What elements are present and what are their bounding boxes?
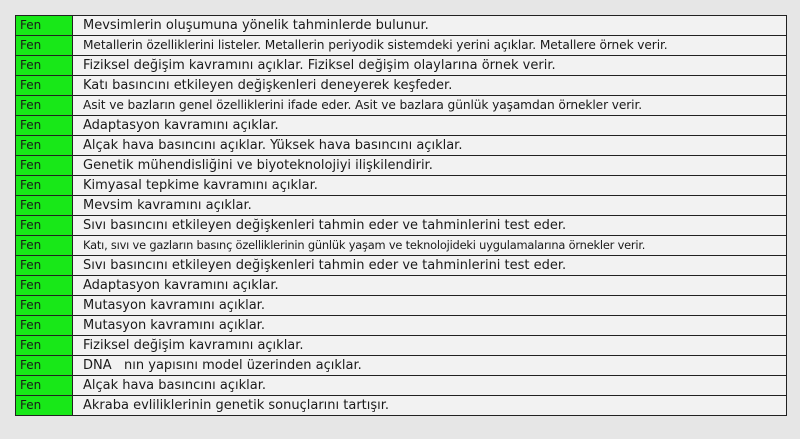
description-cell: Alçak hava basıncını açıklar. (73, 376, 787, 395)
description-cell: DNA nın yapısını model üzerinden açıklar. (73, 356, 787, 375)
description-cell: Akraba evliliklerinin genetik sonuçlarını tartışır. (73, 396, 787, 415)
table-row (16, 56, 787, 76)
description-cell: Asit ve bazların genel özelliklerini ifade eder. Asit ve bazlara günlük yaşamdan örnekler verir. (73, 96, 787, 115)
description-cell: Fiziksel değişim kavramını açıklar. (73, 336, 787, 355)
description-cell: Alçak hava basıncını açıklar. Yüksek hava basıncını açıklar. (73, 136, 787, 155)
table-row (16, 196, 787, 216)
description-cell: Sıvı basıncını etkileyen değişkenleri tahmin eder ve tahminlerini test eder. (73, 256, 787, 275)
subject-cell: Fen (16, 176, 73, 195)
description-cell: Adaptasyon kavramını açıklar. (73, 276, 787, 295)
subject-cell: Fen (16, 336, 73, 355)
description-cell: Metallerin özelliklerini listeler. Metallerin periyodik sistemdeki yerini açıklar. Metallere örnek verir. (73, 36, 787, 55)
subject-cell: Fen (16, 356, 73, 375)
table-row (16, 296, 787, 316)
table-row (16, 256, 787, 276)
table-row (16, 356, 787, 376)
subject-cell: Fen (16, 296, 73, 315)
table-row (16, 116, 787, 136)
subject-cell: Fen (16, 56, 73, 75)
table-row (16, 96, 787, 116)
table-row (16, 336, 787, 356)
subject-cell: Fen (16, 116, 73, 135)
table-row (16, 36, 787, 56)
table-row (16, 376, 787, 396)
description-cell: Mutasyon kavramını açıklar. (73, 296, 787, 315)
table-row (16, 176, 787, 196)
subject-cell: Fen (16, 156, 73, 175)
table-row (16, 136, 787, 156)
description-cell: Mevsim kavramını açıklar. (73, 196, 787, 215)
outcomes-table (15, 15, 787, 416)
subject-cell: Fen (16, 96, 73, 115)
description-cell: Sıvı basıncını etkileyen değişkenleri tahmin eder ve tahminlerini test eder. (73, 216, 787, 235)
subject-cell: Fen (16, 76, 73, 95)
subject-cell: Fen (16, 256, 73, 275)
subject-cell: Fen (16, 196, 73, 215)
description-cell: Mevsimlerin oluşumuna yönelik tahminlerde bulunur. (73, 16, 787, 35)
table-row (16, 216, 787, 236)
table-row (16, 396, 787, 416)
table-row (16, 276, 787, 296)
table-row (16, 236, 787, 256)
subject-cell: Fen (16, 216, 73, 235)
table-row (16, 316, 787, 336)
description-cell: Genetik mühendisliğini ve biyoteknolojiyi ilişkilendirir. (73, 156, 787, 175)
description-cell: Kimyasal tepkime kavramını açıklar. (73, 176, 787, 195)
description-cell: Mutasyon kavramını açıklar. (73, 316, 787, 335)
description-cell: Adaptasyon kavramını açıklar. (73, 116, 787, 135)
table-row (16, 156, 787, 176)
table-row (16, 76, 787, 96)
description-cell: Katı basıncını etkileyen değişkenleri deneyerek keşfeder. (73, 76, 787, 95)
description-cell: Fiziksel değişim kavramını açıklar. Fiziksel değişim olaylarına örnek verir. (73, 56, 787, 75)
subject-cell: Fen (16, 276, 73, 295)
table-row (16, 16, 787, 36)
subject-cell: Fen (16, 36, 73, 55)
subject-cell: Fen (16, 316, 73, 335)
description-cell: Katı, sıvı ve gazların basınç özelliklerinin günlük yaşam ve teknolojideki uygulamalarına örnekler verir. (73, 236, 787, 255)
subject-cell: Fen (16, 396, 73, 415)
subject-cell: Fen (16, 376, 73, 395)
subject-cell: Fen (16, 136, 73, 155)
subject-cell: Fen (16, 236, 73, 255)
subject-cell: Fen (16, 16, 73, 35)
